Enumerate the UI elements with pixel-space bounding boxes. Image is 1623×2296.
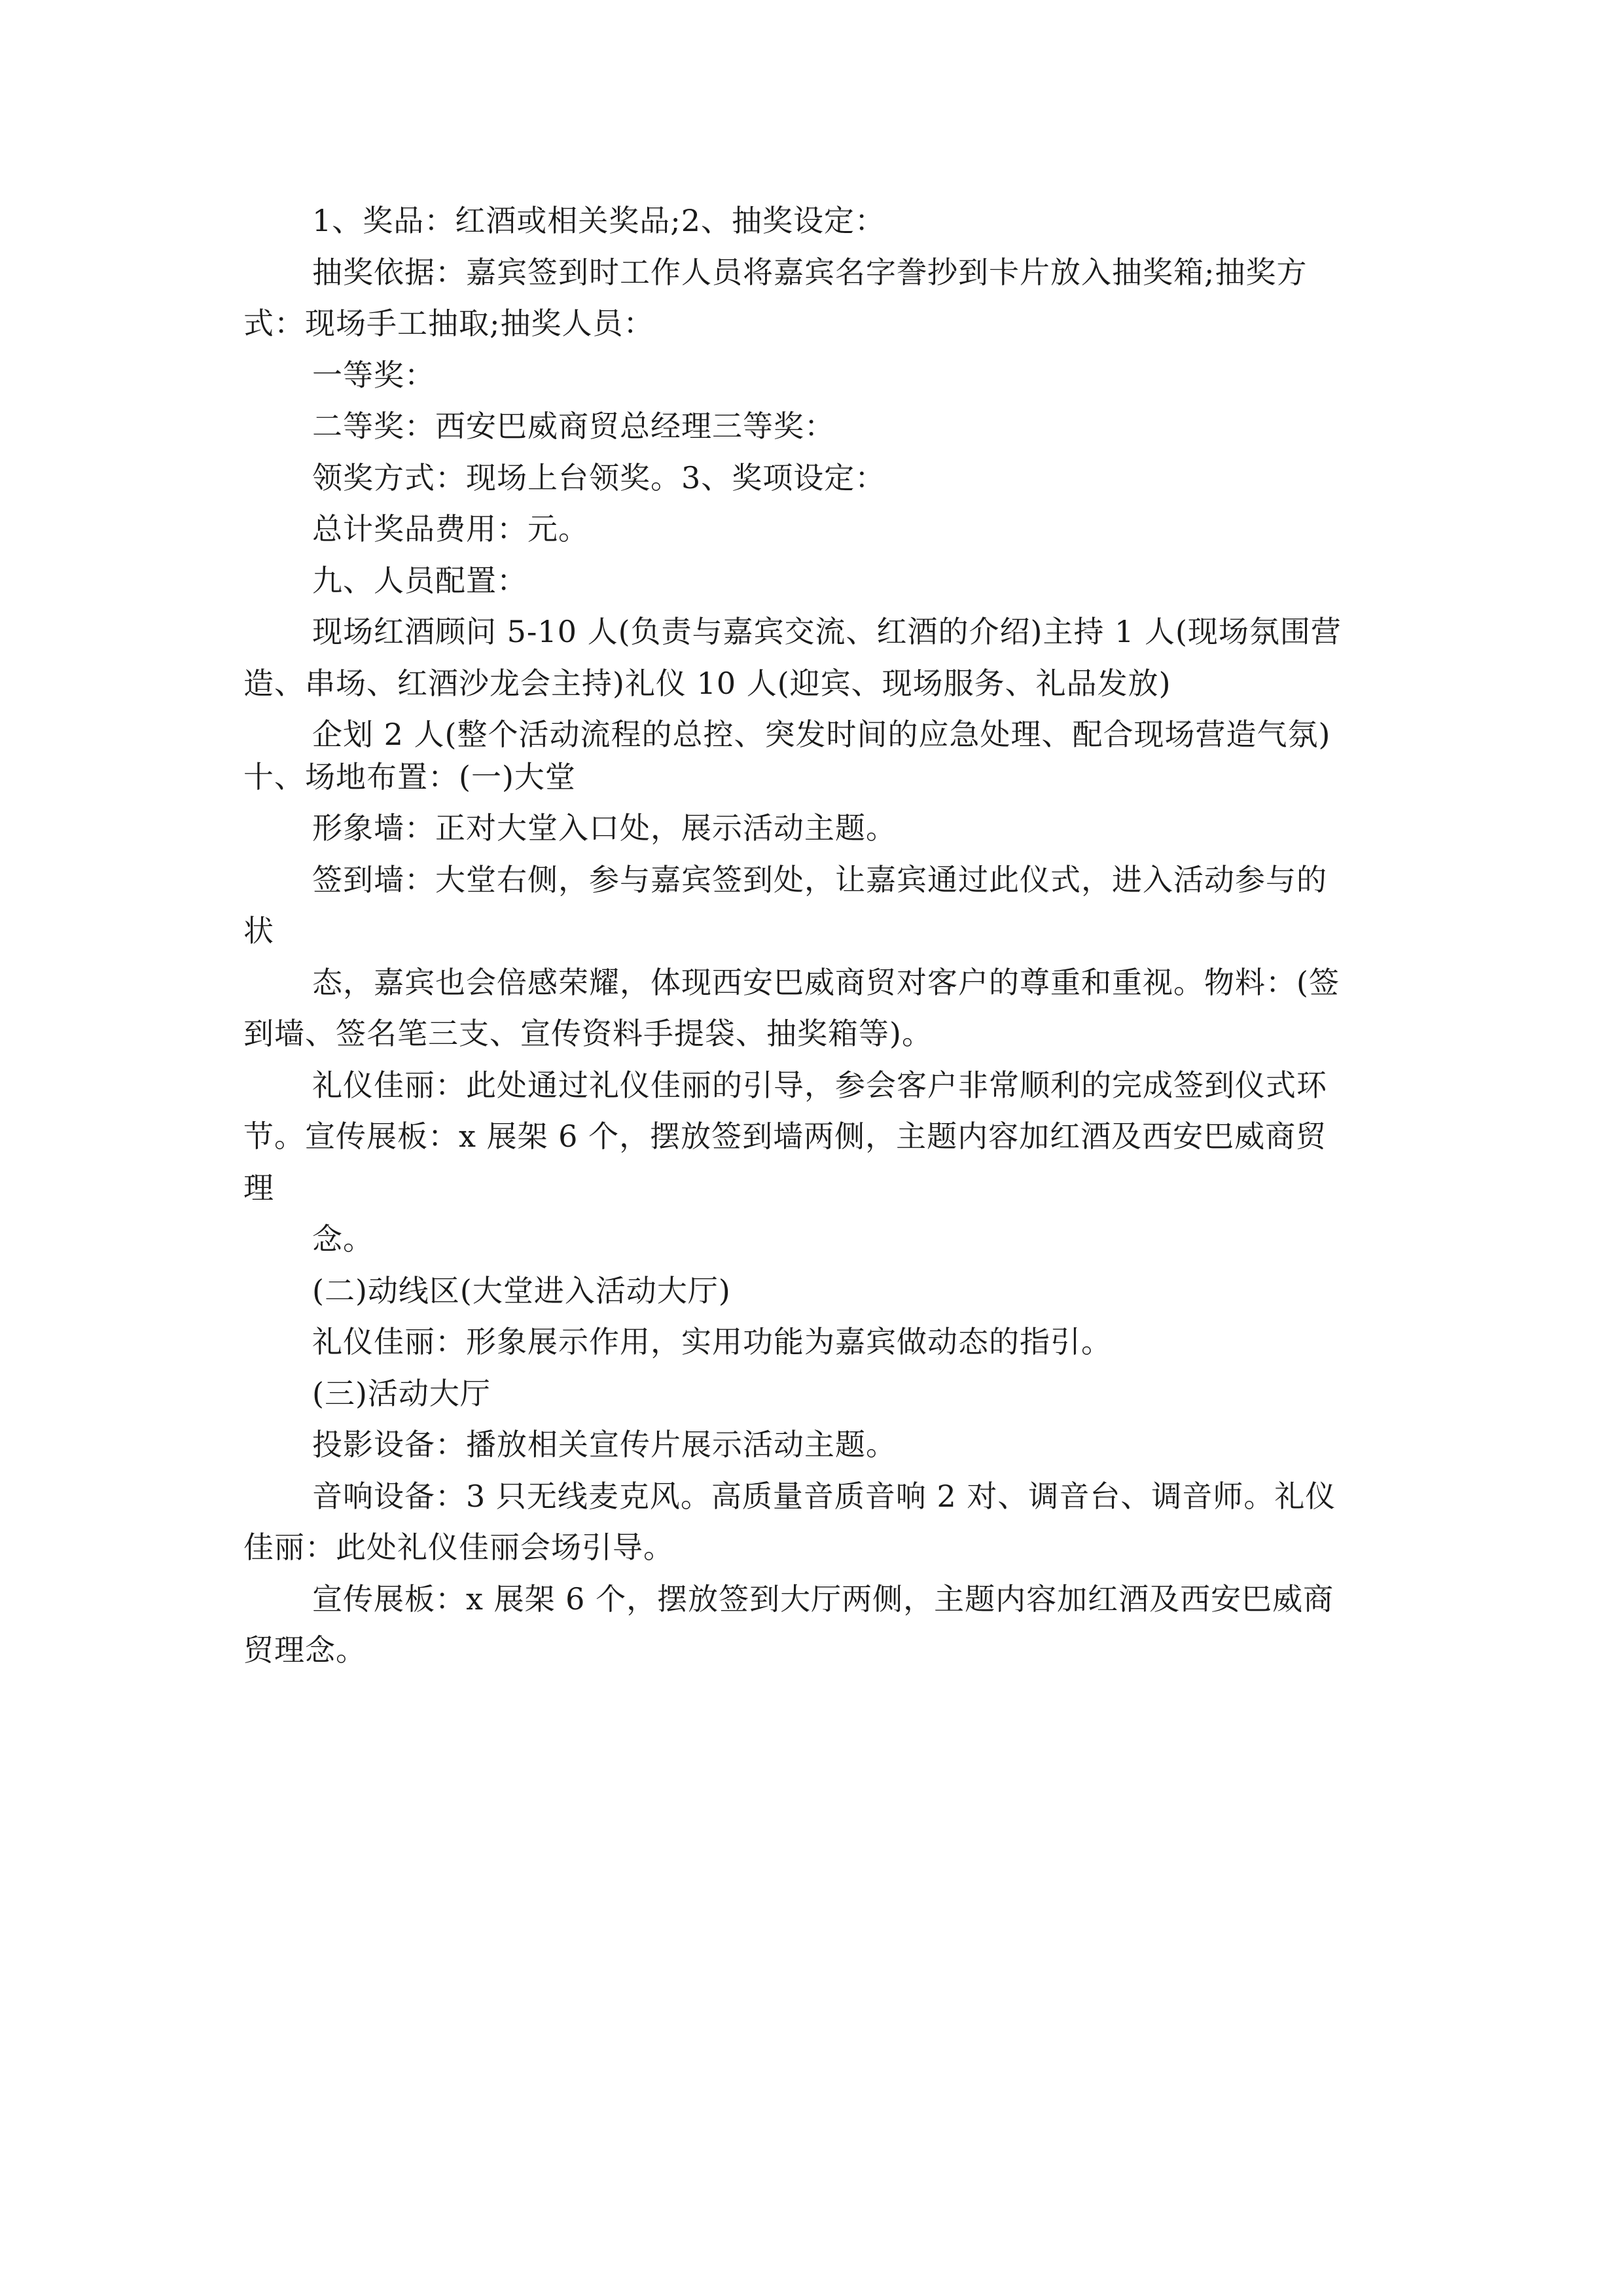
paragraph-line: 一等奖： [312,357,435,393]
paragraph-line: 企划 2 人(整个活动流程的总控、突发时间的应急处理、配合现场营造气氛) [312,717,1331,752]
paragraph-line: 态，嘉宾也会倍感荣耀，体现西安巴威商贸对客户的尊重和重视。物料：(签 [312,964,1340,1000]
paragraph-line: 式：现场手工抽取;抽奖人员： [243,306,654,341]
paragraph-line: 念。 [312,1221,374,1257]
subsection-heading: (二)动线区(大堂进入活动大厅) [312,1272,731,1308]
paragraph-line: 到墙、签名笔三支、宣传资料手提袋、抽奖箱等)。 [243,1016,933,1051]
subsection-heading: (三)活动大厅 [312,1375,491,1411]
paragraph-line: 贸理念。 [243,1632,366,1668]
paragraph-line: 宣传展板：x 展架 6 个，摆放签到大厅两侧，主题内容加红酒及西安巴威商 [312,1581,1334,1617]
paragraph-line: 节。宣传展板：x 展架 6 个，摆放签到墙两侧，主题内容加红酒及西安巴威商贸 [243,1119,1327,1154]
paragraph-line: 签到墙：大堂右侧，参与嘉宾签到处，让嘉宾通过此仪式，进入活动参与的 [312,861,1327,897]
paragraph-line: 音响设备：3 只无线麦克风。高质量音质音响 2 对、调音台、调音师。礼仪 [312,1478,1336,1514]
paragraph-line: 领奖方式：现场上台领奖。3、奖项设定： [312,459,886,495]
paragraph-line: 造、串场、红酒沙龙会主持)礼仪 10 人(迎宾、现场服务、礼品发放) [243,665,1171,701]
paragraph-line: 投影设备：播放相关宣传片展示活动主题。 [312,1427,897,1462]
paragraph-line: 1、奖品：红酒或相关奖品;2、抽奖设定： [312,203,886,238]
paragraph-line: 抽奖依据：嘉宾签到时工作人员将嘉宾名字誊抄到卡片放入抽奖箱;抽奖方 [312,254,1308,290]
paragraph-line: 理 [243,1170,274,1206]
section-heading: 十、场地布置：(一)大堂 [243,759,576,795]
paragraph-line: 佳丽：此处礼仪佳丽会场引导。 [243,1530,674,1565]
paragraph-line: 状 [243,913,274,948]
paragraph-line: 现场红酒顾问 5-10 人(负责与嘉宾交流、红酒的介绍)主持 1 人(现场氛围营 [312,614,1342,649]
document-body [243,200,1395,1672]
paragraph-line: 礼仪佳丽：此处通过礼仪佳丽的引导，参会客户非常顺利的完成签到仪式环 [312,1067,1327,1103]
paragraph-line: 总计奖品费用：元。 [312,511,589,547]
paragraph-line: 形象墙：正对大堂入口处，展示活动主题。 [312,810,897,846]
paragraph-line: 二等奖：西安巴威商贸总经理三等奖： [312,408,835,444]
paragraph-line: 礼仪佳丽：形象展示作用，实用功能为嘉宾做动态的指引。 [312,1324,1112,1359]
section-heading: 九、人员配置： [312,562,527,598]
